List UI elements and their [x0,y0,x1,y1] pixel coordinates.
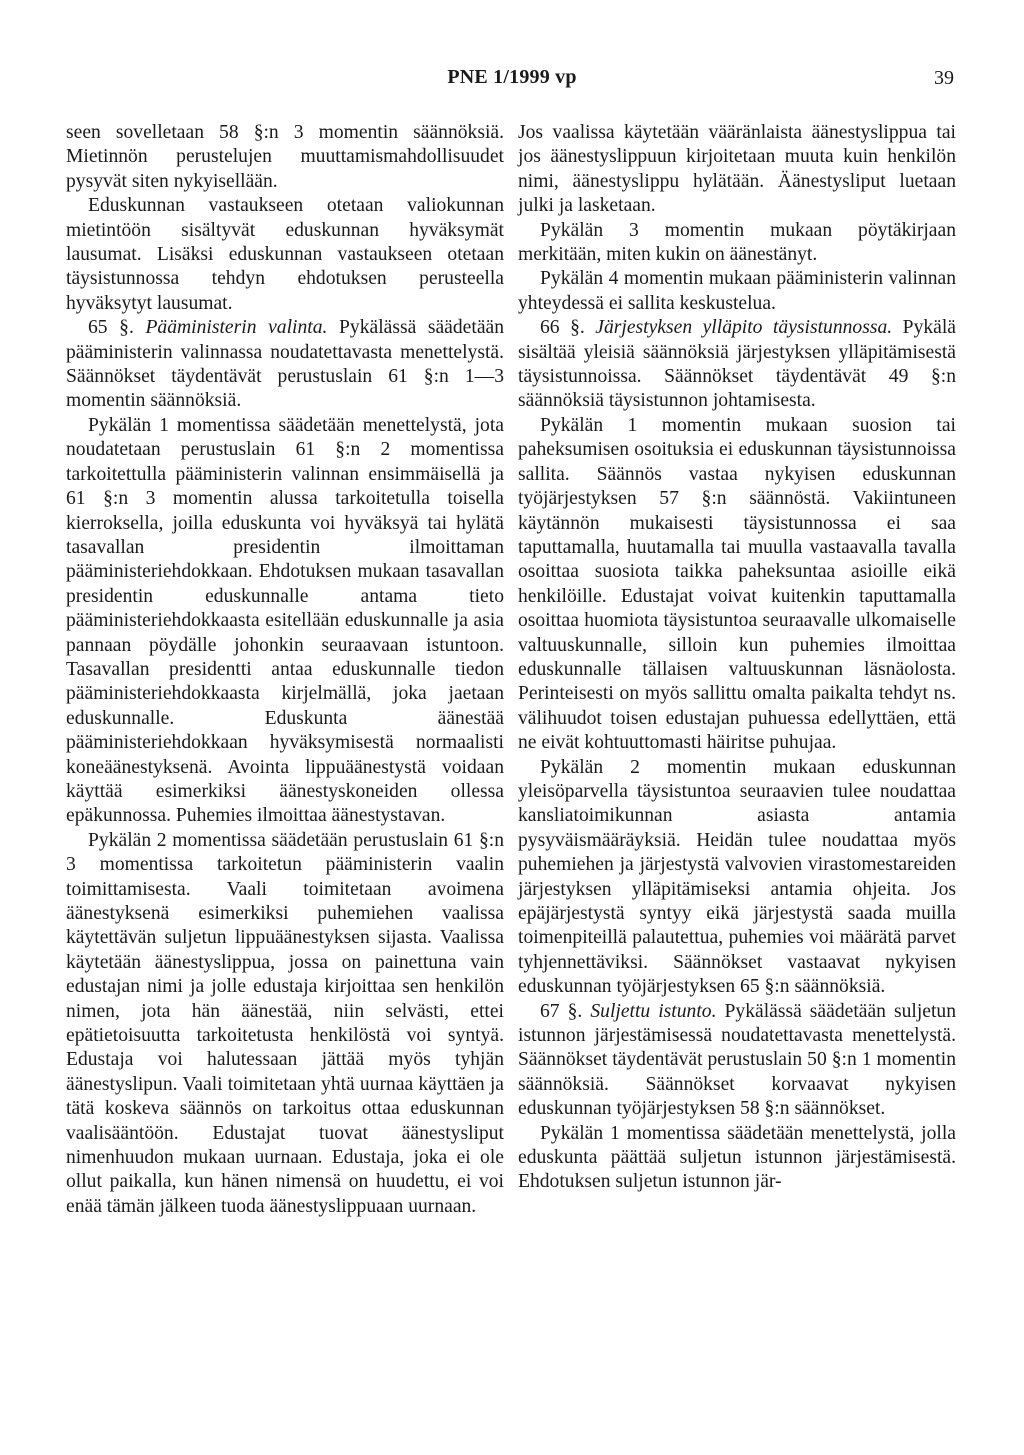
page-number: 39 [934,67,954,89]
running-header: PNE 1/1999 vp [447,66,577,88]
section-text: Pykälässä säädetään pääministerin valinnassa noudatettavasta menettelystä. Säännökset täydentävät perustuslain 61 §:n 1—3 momentin säännöksiä. [66,317,505,412]
section-paragraph-67 [518,1000,956,1122]
section-number: 66 §. [540,317,585,339]
section-heading: Suljettu istunto. [590,1000,717,1022]
paragraph: Pykälän 1 momentin mukaan suosion tai paheksumisen osoituksia ei eduskunnan täysistunnoissa sallita. Säännös vastaa nykyisen eduskunnan työjärjestyksen 57 §:n säännöstä. Vakiintuneen käytännön mukaisesti täysistunnossa ei saa taputtamalla, huutamalla tai muulla vastaavalla tavalla osoittaa suosiota taikka paheksuntaa asioille eikä henkilöille. Edustajat voivat kuitenkin taputtamalla osoittaa huomiota täysistuntoa seuraavalle ulkomaiselle valtuuskunnalle, silloin kun puhemies ilmoittaa eduskunnalle tällaisen valtuuskunnan läsnäolosta. Perinteisesti on myös sallittu omalta paikalta tehdyt ns. välihuudot toisen edustajan puhuessa edellyttäen, että ne eivät kohtuuttomasti häiritse puhujaa. [518,414,956,754]
section-text: Pykälässä säädetään suljetun istunnon järjestämisessä noudatettavasta menettelystä. Säännökset täydentävät perustuslain 50 §:n 1 momentin säännöksiä. Säännökset korvaavat nykyisen eduskunnan työjärjestyksen 58 §:n säännökset. [518,1000,957,1120]
paragraph: Pykälän 2 momentin mukaan eduskunnan yleisöparvella täysistuntoa seuraavien tulee noudattaa kansliatoimikunnan asiasta antamia pysyväismääräyksiä. Heidän tulee noudattaa myös puhemiehen ja järjestystä valvovien virastomestareiden järjestyksen ylläpitämiseksi antamia ohjeita. Jos epäjärjestystä syntyy eikä järjestystä saada muilla toimenpiteillä palautettua, puhemies voi määrätä parvet tyhjennettäviksi. Säännökset vastaavat nykyisen eduskunnan työjärjestyksen 65 §:n säännöksiä. [518,756,956,998]
left-column [66,121,504,1219]
paragraph: Pykälän 1 momentissa säädetään menettelystä, jolla eduskunta päättää suljetun istunnon järjestämisestä. Ehdotuksen suljetun istunnon jär- [518,1122,956,1193]
section-paragraph-66 [518,316,956,414]
section-number: 67 §. [540,1000,583,1022]
paragraph: Pykälän 2 momentissa säädetään perustuslain 61 §:n 3 momentissa tarkoitetun pääministerin vaalin toimittamisesta. Vaali toimitetaan avoimena äänestyksenä esimerkiksi puhemiehen vaalissa käytettävän suljetun lippuäänestyksen sijasta. Vaalissa käytetään äänestyslippua, jossa on painettuna vain edustajan nimi ja jolle edustaja kirjoittaa sen henkilön nimen, jota hän äänestää, niin selvästi, ettei epätietoisuutta tarkoitetusta henkilöstä voi syntyä. Edustaja voi halutessaan jättää myös tyhjän äänestyslipun. Vaali toimitetaan yhtä uurnaa käyttäen ja tätä koskeva säännös on tarkoitus ottaa eduskunnan vaalisääntöön. Edustajat tuovat äänestysliput nimenhuudon mukaan uurnaan. Edustaja, joka ei ole ollut paikalla, kun hänen nimensä on huudettu, ei voi enää tämän jälkeen tuoda äänestyslippuaan uurnaan. [66,829,504,1217]
paragraph: Pykälän 1 momentissa säädetään menettelystä, jota noudatetaan perustuslain 61 §:n 2 momentissa tarkoitettulla pääministerin valinnan ensimmäisellä ja 61 §:n 3 momentin alussa tarkoitetulla toisella kierroksella, joilla eduskunta voi hyväksyä tai hylätä tasavallan presidentin ilmoittaman pääministeriehdokkaan. Ehdotuksen mukaan tasavallan presidentin eduskunnalle antama tieto pääministeriehdokkaasta esitellään eduskunnalle ja asia pannaan pöydälle johonkin seuraavaan istuntoon. Tasavallan presidentti antaa eduskunnalle tiedon pääministeriehdokkaasta kirjelmällä, joka jaetaan eduskunnalle. Eduskunta äänestää pääministeriehdokkaan hyväksymisestä normaalisti koneäänestyksenä. Avointa lippuäänestystä voidaan käyttää esimerkiksi äänestyskoneiden ollessa epäkunnossa. Puhemies ilmoittaa äänestystavan. [66,414,504,827]
paragraph: Eduskunnan vastaukseen otetaan valiokunnan mietintöön sisältyvät eduskunnan hyväksymät lausumat. Lisäksi eduskunnan vastaukseen otetaan täysistunnossa tehdyn ehdotuksen perusteella hyväksytyt lausumat. [66,195,504,314]
section-heading: Pääministerin valinta. [145,317,328,339]
section-paragraph-65 [66,316,504,414]
paragraph: Jos vaalissa käytetään vääränlaista äänestyslippua tai jos äänestyslippuun kirjoitetaan muuta kuin henkilön nimi, äänestyslippu hylätään. Äänestysliput luetaan julki ja lasketaan. [518,122,956,217]
section-number: 65 §. [88,317,134,339]
section-text: Pykälä sisältää yleisiä säännöksiä järjestyksen ylläpitämisestä täysistunnoissa. Säännökset täydentävät 49 §:n säännöksiä täysistunnon johtamisesta. [518,317,956,412]
section-heading: Järjestyksen ylläpito täysistunnossa. [595,317,893,339]
right-column [518,121,956,1195]
paragraph: seen sovelletaan 58 §:n 3 momentin säännöksiä. Mietinnön perustelujen muuttamismahdollisuudet pysyvät siten nykyisellään. [66,122,504,192]
paragraph: Pykälän 3 momentin mukaan pöytäkirjaan merkitään, miten kukin on äänestänyt. [518,219,956,266]
paragraph: Pykälän 4 momentin mukaan pääministerin valinnan yhteydessä ei sallita keskustelua. [518,268,956,314]
